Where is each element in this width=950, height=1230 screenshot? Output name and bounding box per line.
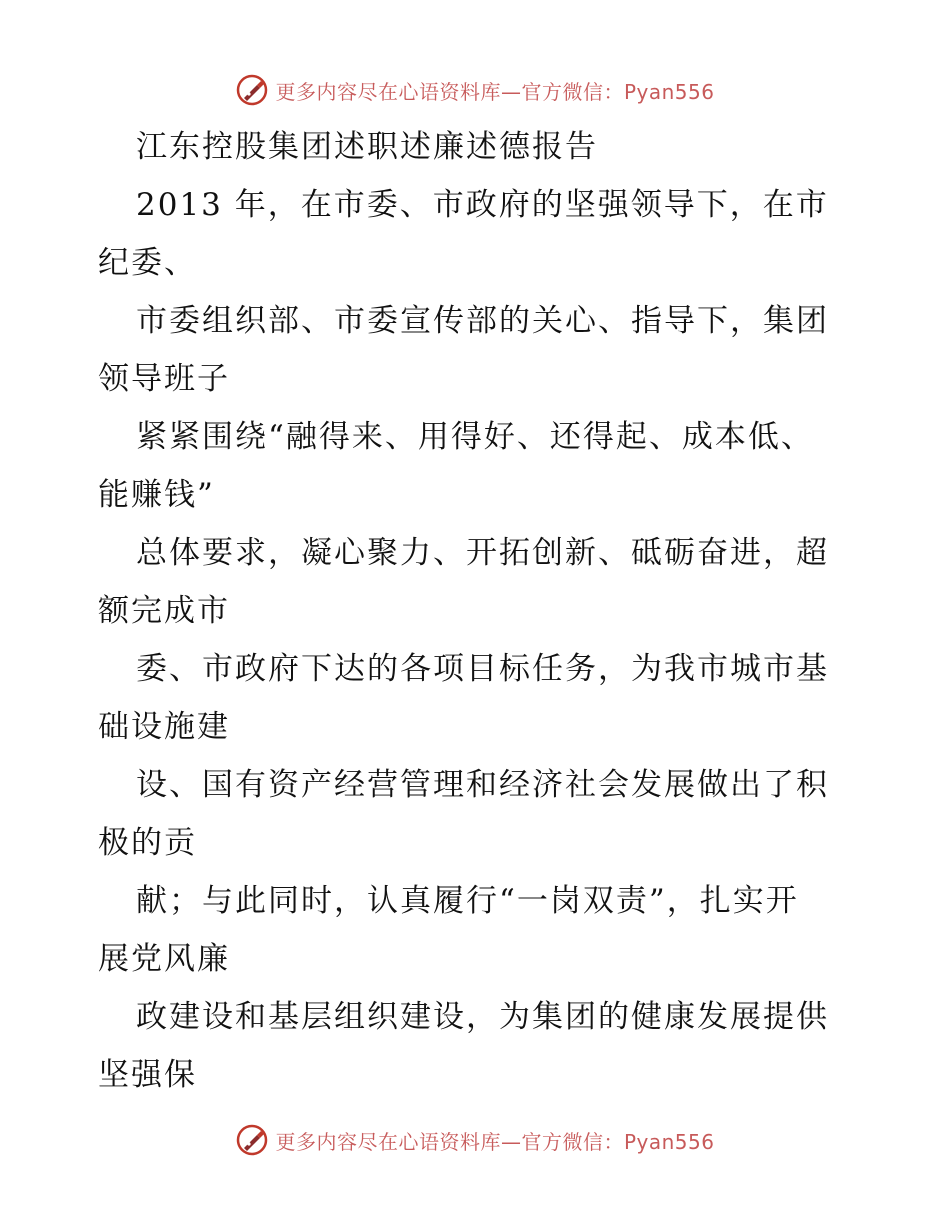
footer-banner-text: 更多内容尽在心语资料库—官方微信：Pyan556 xyxy=(275,1129,715,1154)
document-line: 2013 年，在市委、市政府的坚强领导下，在市 xyxy=(136,187,829,223)
document-line: 江东控股集团述职述廉述德报告 xyxy=(136,129,598,165)
document-line: 献；与此同时，认真履行“一岗双责”，扎实开 xyxy=(136,883,799,919)
document-line: 政建设和基层组织建设，为集团的健康发展提供 xyxy=(136,999,829,1035)
document-line: 极的贡 xyxy=(98,825,197,861)
footer-banner xyxy=(0,1120,950,1160)
document-line: 础设施建 xyxy=(98,709,230,745)
document-line: 展党风廉 xyxy=(98,941,230,977)
document-line: 纪委、 xyxy=(98,245,197,281)
document-line: 能赚钱” xyxy=(98,477,215,513)
pen-nib-logo-icon xyxy=(235,73,269,107)
document-line: 总体要求，凝心聚力、开拓创新、砥砺奋进，超 xyxy=(136,535,829,571)
document-body xyxy=(98,118,858,1104)
header-banner xyxy=(0,70,950,110)
document-line: 领导班子 xyxy=(98,361,230,397)
document-line: 委、市政府下达的各项目标任务，为我市城市基 xyxy=(136,651,829,687)
header-banner-text: 更多内容尽在心语资料库—官方微信：Pyan556 xyxy=(275,79,715,104)
document-line: 紧紧围绕“融得来、用得好、还得起、成本低、 xyxy=(136,419,814,455)
document-line: 坚强保 xyxy=(98,1057,197,1093)
document-line: 市委组织部、市委宣传部的关心、指导下，集团 xyxy=(136,303,829,339)
document-line: 额完成市 xyxy=(98,593,230,629)
pen-nib-logo-icon xyxy=(235,1123,269,1157)
document-line: 设、国有资产经营管理和经济社会发展做出了积 xyxy=(136,767,829,803)
